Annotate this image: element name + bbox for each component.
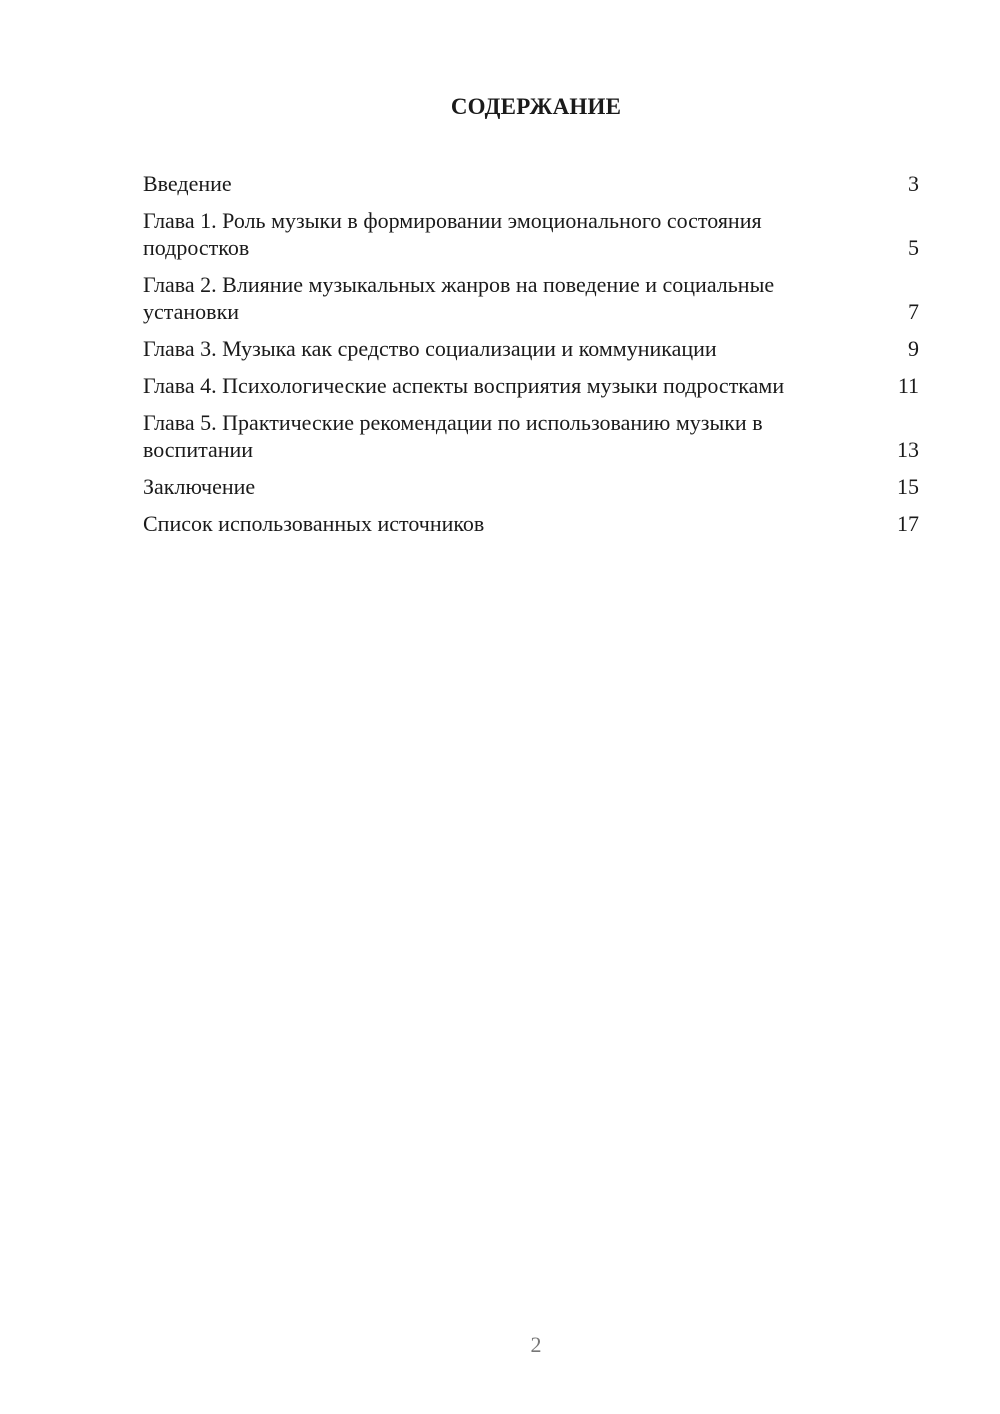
toc-entry-chapter-3 <box>143 335 919 362</box>
toc-entry-page: 15 <box>897 474 919 499</box>
toc-entry-text: Глава 1. Роль музыки в формировании эмоционального состояния подростков <box>143 208 762 260</box>
toc-entry-page: 5 <box>908 235 919 260</box>
toc-entry-text: Глава 5. Практические рекомендации по использованию музыки в воспитании <box>143 410 763 462</box>
toc-entry-conclusion <box>143 473 919 500</box>
toc-entry-text: Глава 2. Влияние музыкальных жанров на поведение и социальные установки <box>143 272 775 324</box>
toc-entry-introduction <box>143 170 919 197</box>
toc-entry-chapter-1 <box>143 207 919 261</box>
toc-entry-text: Заключение <box>143 474 256 499</box>
page-number: 2 <box>530 1332 542 1357</box>
toc-title: СОДЕРЖАНИЕ <box>450 94 622 119</box>
toc-entry-references <box>143 510 919 537</box>
toc-entry-chapter-2 <box>143 271 919 325</box>
toc-entry-page: 3 <box>908 171 919 196</box>
toc-entry-page: 11 <box>897 373 919 398</box>
toc-entry-page: 17 <box>897 511 919 536</box>
toc-entry-text: Глава 4. Психологические аспекты восприятия музыки подростками <box>143 373 785 398</box>
toc-entry-chapter-4 <box>143 372 919 399</box>
toc-entry-page: 9 <box>908 336 919 361</box>
toc-entry-text: Введение <box>143 171 232 196</box>
toc-entry-chapter-5 <box>143 409 919 463</box>
toc-entry-text: Список использованных источников <box>143 511 485 536</box>
toc-entry-text: Глава 3. Музыка как средство социализации и коммуникации <box>143 336 717 361</box>
table-of-contents <box>143 170 919 547</box>
toc-entry-page: 7 <box>908 299 919 324</box>
toc-entry-page: 13 <box>897 437 919 462</box>
